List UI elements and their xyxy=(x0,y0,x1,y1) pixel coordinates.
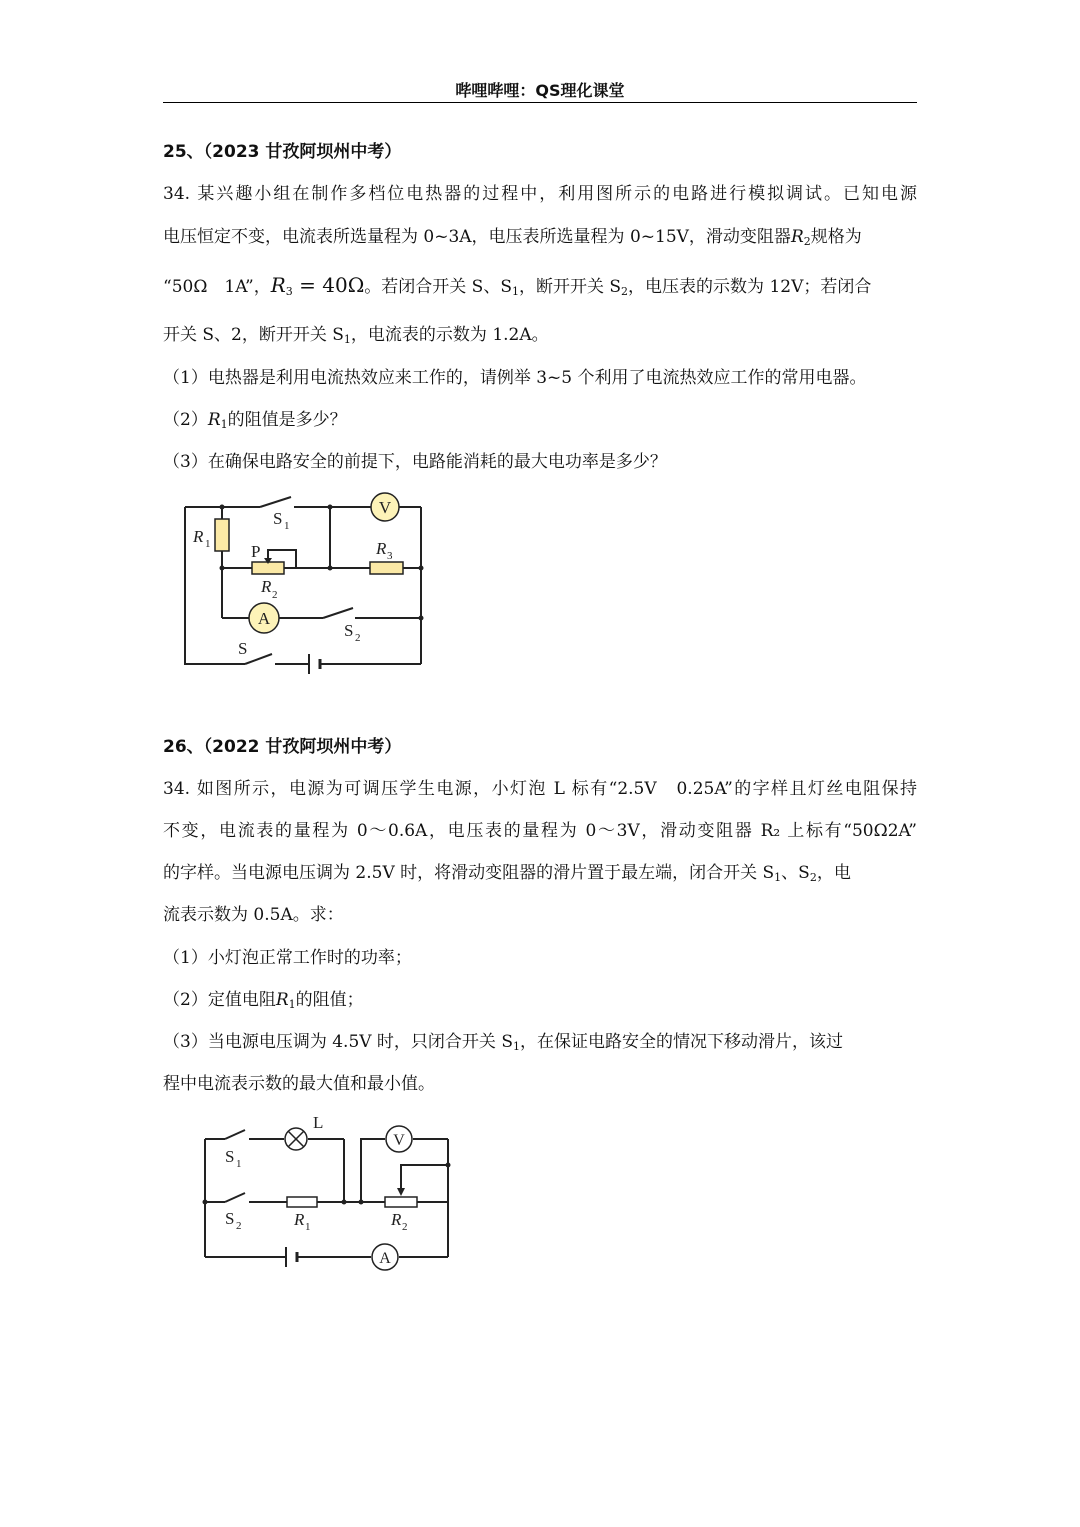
label-r1: R xyxy=(294,1210,305,1229)
label-s2: S xyxy=(344,621,354,640)
switch-s2 xyxy=(225,1193,245,1202)
resistor-r3 xyxy=(370,562,403,574)
label-s1: S xyxy=(273,509,283,528)
label-s1-sub: 1 xyxy=(236,1158,242,1170)
label-s: S xyxy=(238,639,248,658)
circuit-diagram-25 xyxy=(175,488,435,678)
label-r1-sub: 1 xyxy=(205,538,211,550)
rheostat-r2 xyxy=(385,1197,417,1207)
label-p: P xyxy=(251,542,261,561)
page-header: 哔哩哔哩：QS理化课堂 xyxy=(163,78,917,103)
label-s2: S xyxy=(225,1209,235,1228)
problem-25-question-1: （1）电热器是利用电流热效应来工作的，请例举 3~5 个利用了电流热效应工作的常用电器。 xyxy=(163,368,867,388)
ammeter-label: A xyxy=(257,609,271,628)
problem-25-line-3: “50Ω 1A”，$R_3 = 40\Omega$。若闭合开关 S、$S_1$，断开开关 $S_2$，电压表的示数为 12V；若闭合 xyxy=(163,273,872,298)
problem-25-line-2: 电压恒定不变，电流表所选量程为 0~3A，电压表所选量程为 0~15V，滑动变阻器$R_2$规格为 xyxy=(163,227,862,248)
battery-symbol xyxy=(309,654,320,674)
label-r2-sub: 2 xyxy=(402,1221,408,1233)
ammeter-label: A xyxy=(379,1250,391,1267)
problem-25-line-1: 34. 某兴趣小组在制作多档位电热器的过程中，利用图所示的电路进行模拟调试。已知电源 xyxy=(163,184,917,204)
circuit-diagram-26 xyxy=(195,1108,460,1278)
resistor-r1 xyxy=(215,519,229,551)
r3-equation: $R_3 = 40\Omega$ xyxy=(270,273,365,298)
label-r2-sub: 2 xyxy=(272,589,278,601)
slider-arrow xyxy=(397,1188,405,1196)
problem-25-question-2: $(2)R_1$的阻值是多少？ xyxy=(163,410,347,431)
problem-26-question-2: （2）定值电阻$R_1$的阻值； xyxy=(163,990,364,1011)
problem-26-line-3: 的字样。当电源电压调为 2.5V 时，将滑动变阻器的滑片置于最左端，闭合开关 $S_1$、$S_2$，电 xyxy=(163,863,851,884)
label-s2-sub: 2 xyxy=(355,632,361,644)
label-r3-sub: 3 xyxy=(387,550,393,562)
label-s1: S xyxy=(225,1147,235,1166)
resistor-r1 xyxy=(287,1197,317,1207)
label-s2-sub: 2 xyxy=(236,1220,242,1232)
switch-s2 xyxy=(323,608,353,618)
label-r1: R xyxy=(193,527,204,546)
label-l: L xyxy=(313,1113,324,1132)
problem-26-question-3: （3）当电源电压调为 4.5V 时，只闭合开关 $S_1$，在保证电路安全的情况下移动滑片，该过 xyxy=(163,1032,843,1053)
problem-26-line-2: 不变，电流表的量程为 0～0.6A，电压表的量程为 0～3V，滑动变阻器 R₂ 上标有“50Ω2A” xyxy=(163,821,917,841)
problem-26-line-1: 34. 如图所示，电源为可调压学生电源，小灯泡 L 标有“2.5V 0.25A”的字样且灯丝电阻保持 xyxy=(163,779,917,799)
label-r1-sub: 1 xyxy=(305,1221,311,1233)
battery-symbol xyxy=(286,1247,297,1267)
label-r2: R xyxy=(261,577,272,596)
problem-25-line-4: 开关 S、2，断开开关 $S_1$，电流表的示数为 1.2A。 xyxy=(163,325,549,346)
label-r2: R xyxy=(391,1210,402,1229)
problem-25-title: 25、（2023 甘孜阿坝州中考） xyxy=(163,142,402,162)
switch-s1 xyxy=(225,1130,245,1139)
problem-26-line-4: 流表示数为 0.5A。求： xyxy=(163,905,344,925)
label-s1-sub: 1 xyxy=(284,520,290,532)
problem-25-question-3: （3）在确保电路安全的前提下，电路能消耗的最大电功率是多少？ xyxy=(163,452,667,472)
voltmeter-label: V xyxy=(378,498,392,517)
voltmeter-label: V xyxy=(393,1132,405,1149)
switch-s1 xyxy=(260,497,291,507)
lamp-l xyxy=(285,1128,307,1150)
problem-26-title: 26、（2022 甘孜阿坝州中考） xyxy=(163,737,402,757)
problem-26-question-1: （1）小灯泡正常工作时的功率； xyxy=(163,948,412,968)
problem-26-question-3-cont: 程中电流表示数的最大值和最小值。 xyxy=(163,1074,435,1094)
switch-s xyxy=(245,654,272,664)
label-r3: R xyxy=(376,539,387,558)
